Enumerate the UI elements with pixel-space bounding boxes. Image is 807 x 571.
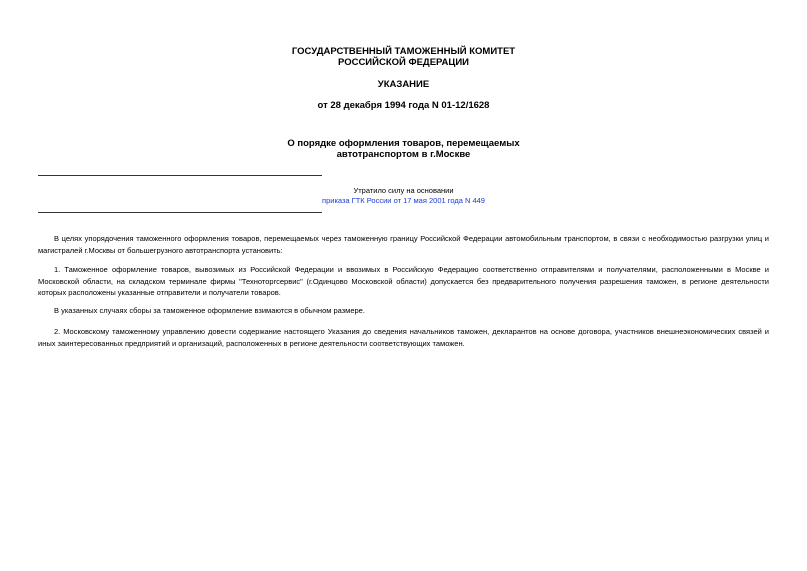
- issuer-line-1: ГОСУДАРСТВЕННЫЙ ТАМОЖЕННЫЙ КОМИТЕТ: [291, 46, 516, 57]
- paragraph-fees: В указанных случаях сборы за таможенное оформление взимаются в обычном размере.: [54, 306, 365, 315]
- paragraph-preamble: В целях упорядочения таможенного оформления товаров, перемещаемых через таможенную границу Российской Федерации автомобильным транспортом, в связи с необходимостью разгрузки улиц и магистралей г.Москвы от большегрузного автотранспорта установить:: [38, 234, 769, 255]
- document-title-line-2: автотранспортом в г.Москве: [336, 149, 471, 160]
- document-date-number: от 28 декабря 1994 года N 01-12/1628: [317, 100, 490, 111]
- divider-bottom: [38, 212, 322, 213]
- paragraph-item-2: 2. Московскому таможенному управлению довести содержание настоящего Указания до сведения начальников таможен, декларантов на основе договора, участников внешнеэкономических связей и иных заинтересованных предприятий и организаций, расположенных в регионе деятельности соответствующих таможен.: [38, 327, 769, 348]
- paragraph-item-1: 1. Таможенное оформление товаров, вывозимых из Российской Федерации и ввозимых в Российскую Федерацию соответственно отправителями и получателями, расположенными в Москве и Московской области, на складском терминале фирмы "Техноторгсервис" (г.Одинцово Московской области) допускается без предварительного получения разрешения таможен, в регионе деятельности которых расположены указанные отправители и получатели товаров.: [38, 265, 769, 297]
- divider-top: [38, 175, 322, 176]
- issuer-line-2: РОССИЙСКОЙ ФЕДЕРАЦИИ: [337, 57, 469, 68]
- status-note-text: Утратило силу на основании: [353, 186, 454, 195]
- document-type: УКАЗАНИЕ: [377, 79, 430, 90]
- document-title-line-1: О порядке оформления товаров, перемещаемых: [287, 138, 520, 149]
- status-note-link[interactable]: приказа ГТК России от 17 мая 2001 года N 449: [322, 196, 485, 205]
